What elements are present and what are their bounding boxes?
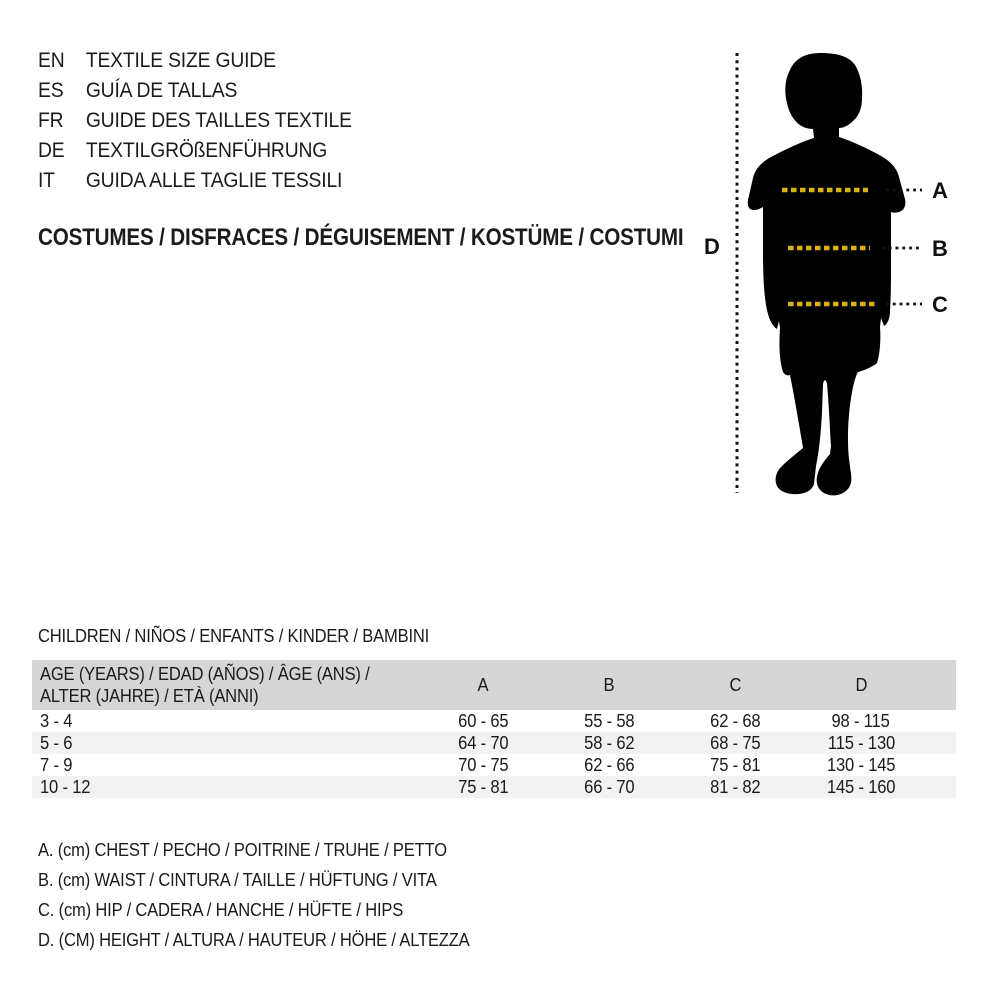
language-code: FR xyxy=(38,109,64,132)
table-row xyxy=(32,732,956,754)
age-cell: 5 - 6 xyxy=(32,732,420,754)
language-row-fr xyxy=(38,106,352,136)
hip-label: C xyxy=(932,292,948,317)
age-cell: 3 - 4 xyxy=(40,710,73,731)
language-row-en xyxy=(38,46,352,76)
waist-value-cell: 62 - 66 xyxy=(583,754,635,775)
language-label: TEXTILE SIZE GUIDE xyxy=(85,49,276,72)
hip-value-cell: 75 - 81 xyxy=(709,754,761,775)
legend-item-height: D. (CM) HEIGHT / ALTURA / HAUTEUR / HÖHE / ALTEZZA xyxy=(38,930,470,950)
spacer-cell xyxy=(924,660,956,710)
chest-value-cell: 60 - 65 xyxy=(457,710,509,731)
spacer-cell xyxy=(924,732,956,754)
waist-value-cell: 58 - 62 xyxy=(546,732,672,754)
height-value-cell: 145 - 160 xyxy=(798,776,924,798)
language-label: GUÍA DE TALLAS xyxy=(85,79,238,102)
language-code: ES xyxy=(38,79,64,102)
child-silhouette-diagram xyxy=(690,40,1000,500)
hip-value-cell: 68 - 75 xyxy=(672,732,798,754)
age-header-line2: ALTER (JAHRE) / ETÀ (ANNI) xyxy=(40,686,259,706)
category-title: COSTUMES / DISFRACES / DÉGUISEMENT / KOSTÜME / COSTUMI xyxy=(38,224,684,251)
spacer-cell xyxy=(924,754,956,776)
age-header-line1: AGE (YEARS) / EDAD (AÑOS) / ÂGE (ANS) / xyxy=(40,664,370,684)
chest-value-cell: 64 - 70 xyxy=(420,732,546,754)
chest-value-cell: 70 - 75 xyxy=(457,754,509,775)
table-row xyxy=(32,710,956,732)
spacer-cell xyxy=(924,710,956,732)
children-section-title-text: CHILDREN / NIÑOS / ENFANTS / KINDER / BAMBINI xyxy=(38,626,430,646)
language-label: GUIDA ALLE TAGLIE TESSILI xyxy=(85,169,343,192)
legend-item-chest: A. (cm) CHEST / PECHO / POITRINE / TRUHE / PETTO xyxy=(38,840,447,860)
spacer-cell xyxy=(924,776,956,798)
column-header-a: A xyxy=(420,660,546,710)
age-cell: 7 - 9 xyxy=(40,754,73,775)
child-silhouette xyxy=(748,53,906,495)
legend-item-hip: C. (cm) HIP / CADERA / HANCHE / HÜFTE / HIPS xyxy=(38,900,404,920)
chest-value-cell: 75 - 81 xyxy=(420,776,546,798)
legend-item-waist: B. (cm) WAIST / CINTURA / TAILLE / HÜFTUNG / VITA xyxy=(38,870,437,890)
column-header-c: C xyxy=(672,660,798,710)
waist-label: B xyxy=(932,236,948,261)
table-row xyxy=(32,776,956,798)
language-guide-list xyxy=(38,46,352,196)
height-value-cell: 98 - 115 xyxy=(831,710,891,731)
size-table-header-row xyxy=(32,660,956,710)
height-value-cell: 115 - 130 xyxy=(798,732,924,754)
height-label: D xyxy=(704,234,720,259)
waist-value-cell: 66 - 70 xyxy=(546,776,672,798)
table-row xyxy=(32,754,956,776)
language-code: DE xyxy=(38,139,65,162)
language-code: IT xyxy=(38,169,55,192)
measurement-figure xyxy=(690,40,1000,500)
age-header-cell xyxy=(32,660,420,710)
language-row-de xyxy=(38,136,352,166)
height-value-cell: 130 - 145 xyxy=(826,754,896,775)
language-row-es xyxy=(38,76,352,106)
language-label: GUIDE DES TAILLES TEXTILE xyxy=(85,109,352,132)
chest-label: A xyxy=(932,178,948,203)
language-code: EN xyxy=(38,49,65,72)
language-label: TEXTILGRÖßENFÜHRUNG xyxy=(85,139,328,162)
hip-value-cell: 62 - 68 xyxy=(709,710,761,731)
hip-value-cell: 81 - 82 xyxy=(672,776,798,798)
waist-value-cell: 55 - 58 xyxy=(583,710,635,731)
language-row-it xyxy=(38,166,352,196)
column-header-b: B xyxy=(546,660,672,710)
column-header-d: D xyxy=(798,660,924,710)
measurement-legend xyxy=(38,835,507,955)
age-cell: 10 - 12 xyxy=(32,776,420,798)
size-table xyxy=(32,660,956,798)
children-section-title xyxy=(38,626,463,647)
